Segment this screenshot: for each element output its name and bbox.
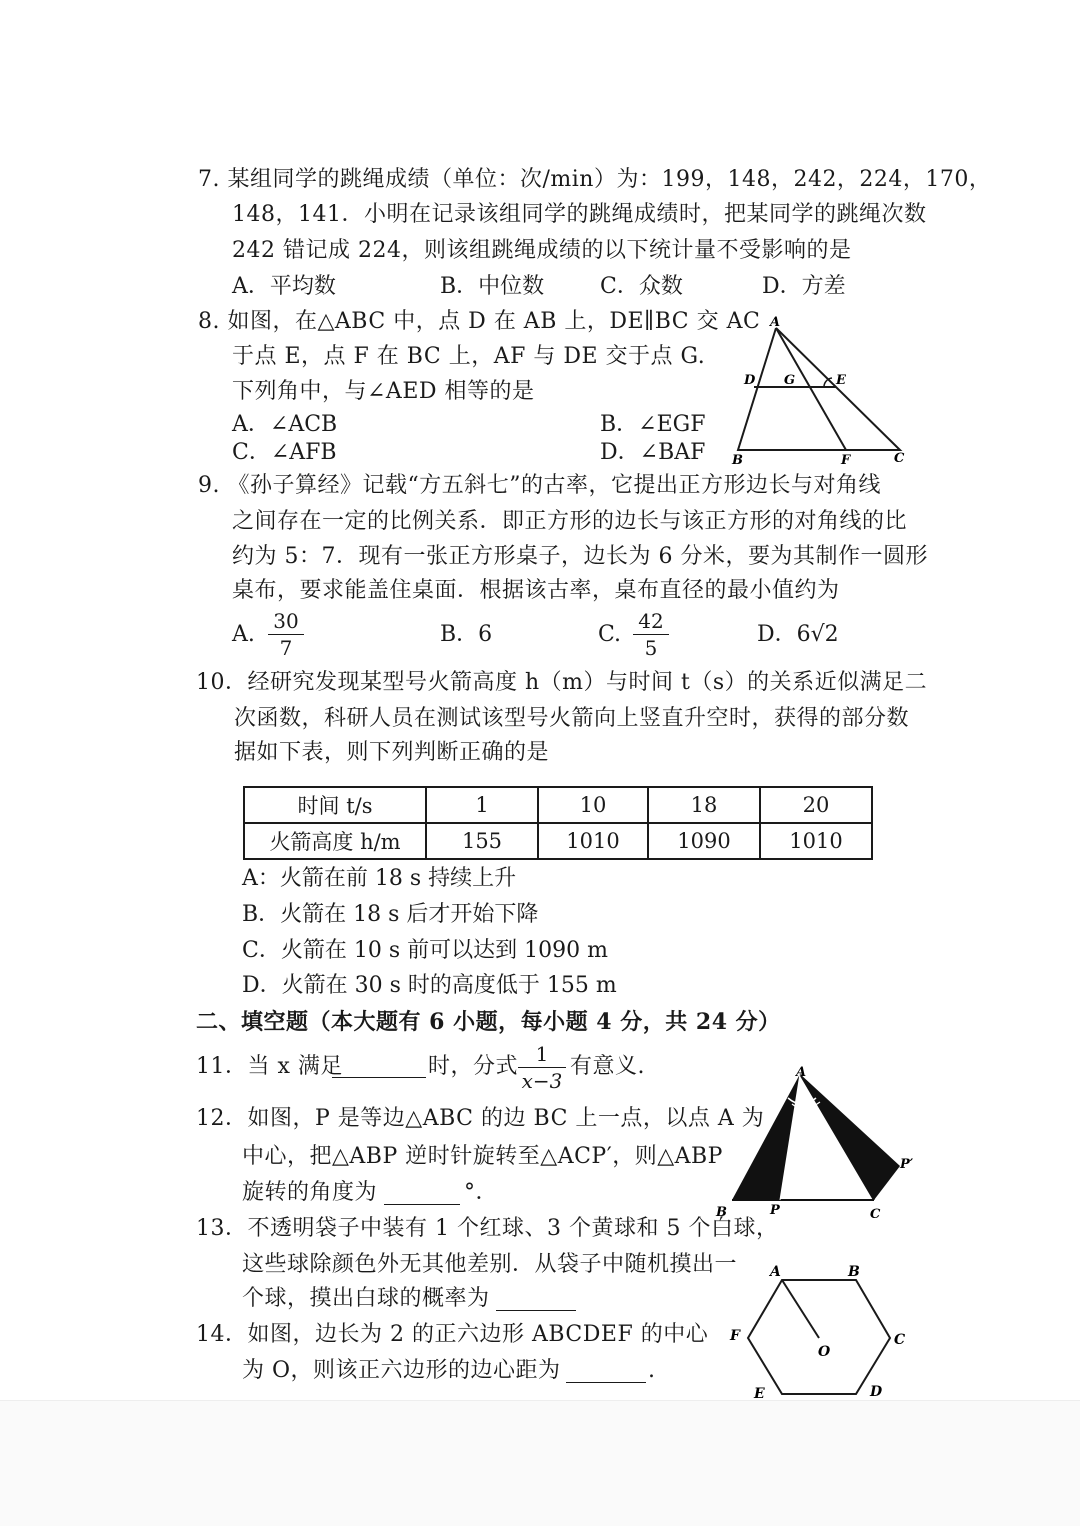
q10-option-d: D．火箭在 30 s 时的高度低于 155 m xyxy=(242,973,617,998)
q8-label-e: E xyxy=(836,373,846,388)
q8-label-b: B xyxy=(732,453,743,468)
q7-line3: 242 错记成 224，则该组跳绳成绩的以下统计量不受影响的是 xyxy=(232,238,852,263)
q11-fraction xyxy=(518,1041,566,1094)
q10-option-c: C．火箭在 10 s 前可以达到 1090 m xyxy=(242,938,608,963)
q11-denominator: x−3 xyxy=(521,1069,563,1093)
table-row xyxy=(244,787,872,823)
q14-answer-blank xyxy=(566,1358,646,1383)
q12-label-p-prime: P′ xyxy=(900,1157,914,1172)
q14-label-b: B xyxy=(848,1264,860,1280)
table-cell: 20 xyxy=(760,787,872,823)
q12-line1: 12．如图，P 是等边△ABC 的边 BC 上一点，以点 A 为 xyxy=(196,1106,765,1131)
q14-label-a: A xyxy=(770,1264,781,1280)
q8-line1: 8. 如图，在△ABC 中，点 D 在 AB 上，DE∥BC 交 AC xyxy=(198,309,761,334)
q7-option-a: A．平均数 xyxy=(232,274,336,299)
q14-label-e: E xyxy=(754,1386,765,1400)
table-cell: 1010 xyxy=(760,823,872,859)
q10-line1: 10．经研究发现某型号火箭高度 h（m）与时间 t（s）的关系近似满足二 xyxy=(196,670,928,695)
q13-line2: 这些球除颜色外无其他差别．从袋子中随机摸出一 xyxy=(242,1252,738,1277)
q12-label-p: P xyxy=(770,1203,780,1218)
q9-line4: 桌布，要求能盖住桌面．根据该古率，桌布直径的最小值约为 xyxy=(232,578,840,603)
q14-line2b: . xyxy=(648,1358,656,1383)
q14-line1: 14．如图，边长为 2 的正六边形 ABCDEF 的中心 xyxy=(196,1322,709,1347)
q8-label-a: A xyxy=(770,315,781,330)
q10-data-table xyxy=(243,786,873,860)
q7-line1: 7. 某组同学的跳绳成绩（单位：次/min）为：199，148，242，224，170， xyxy=(198,167,992,192)
q8-option-d: D．∠BAF xyxy=(600,440,706,465)
table-cell: 1010 xyxy=(538,823,648,859)
q10-option-b: B．火箭在 18 s 后才开始下降 xyxy=(242,902,539,927)
q9-option-c-fraction xyxy=(633,608,669,661)
q11-middle: 时，分式 xyxy=(428,1054,519,1079)
q9-line1: 9. 《孙子算经》记载“方五斜七”的古率，它提出正方形边长与对角线 xyxy=(198,473,881,498)
q11-suffix: 有意义. xyxy=(570,1054,645,1079)
q8-label-f: F xyxy=(841,453,851,468)
q11-prefix: 11．当 x 满足 xyxy=(196,1054,343,1079)
table-cell: 火箭高度 h/m xyxy=(244,823,426,859)
table-cell: 1090 xyxy=(648,823,760,859)
q7-option-d: D．方差 xyxy=(762,274,846,299)
q8-label-c: C xyxy=(894,451,905,466)
q12-line3a: 旋转的角度为 xyxy=(242,1180,378,1205)
q9-option-a-fraction xyxy=(268,608,304,661)
q9-line3: 约为 5：7．现有一张正方形桌子，边长为 6 分米，要为其制作一圆形 xyxy=(232,544,928,569)
q7-line2: 148，141．小明在记录该组同学的跳绳成绩时，把某同学的跳绳次数 xyxy=(232,202,927,227)
q13-line3: 个球，摸出白球的概率为 xyxy=(242,1286,490,1311)
q9-option-b: B．6 xyxy=(440,622,493,647)
q9-option-d: D．6√2 xyxy=(757,622,839,647)
page-bottom-margin xyxy=(0,1400,1080,1526)
q12-rotation-figure xyxy=(712,1064,924,1222)
section-2-heading: 二、填空题（本大题有 6 小题，每小题 4 分，共 24 分） xyxy=(196,1009,781,1035)
q10-line3: 据如下表，则下列判断正确的是 xyxy=(234,740,550,765)
q9-a-denominator: 7 xyxy=(279,636,293,660)
table-cell: 时间 t/s xyxy=(244,787,426,823)
q9-c-denominator: 5 xyxy=(644,636,658,660)
q12-label-c: C xyxy=(870,1207,881,1222)
q8-triangle-figure xyxy=(728,312,912,468)
q14-line2a: 为 O，则该正六边形的边心距为 xyxy=(242,1358,561,1383)
q8-line3: 下列角中，与∠AED 相等的是 xyxy=(232,379,535,404)
q8-label-g: G xyxy=(784,373,796,388)
q14-label-f: F xyxy=(730,1328,740,1344)
q8-option-a: A．∠ACB xyxy=(232,412,338,437)
q9-c-numerator: 42 xyxy=(633,608,669,635)
table-row xyxy=(244,823,872,859)
q12-label-a: A xyxy=(796,1065,807,1080)
q8-label-d: D xyxy=(744,373,756,388)
table-cell: 1 xyxy=(426,787,538,823)
q9-option-c-label: C. xyxy=(598,622,622,647)
q9-option-a-label: A. xyxy=(232,622,255,647)
q7-option-c: C．众数 xyxy=(600,274,683,299)
q13-answer-blank xyxy=(496,1286,576,1311)
q12-label-b: B xyxy=(716,1205,727,1220)
q8-option-c: C．∠AFB xyxy=(232,440,337,465)
q14-hexagon-figure xyxy=(724,1262,914,1400)
q9-a-numerator: 30 xyxy=(268,608,304,635)
q12-line3b: °． xyxy=(464,1180,499,1205)
table-cell: 18 xyxy=(648,787,760,823)
q10-option-a: A：火箭在前 18 s 持续上升 xyxy=(242,866,517,891)
q14-label-o: O xyxy=(818,1344,831,1360)
q12-answer-blank xyxy=(384,1180,460,1205)
q12-line2: 中心，把△ABP 逆时针旋转至△ACP′，则△ABP xyxy=(242,1144,723,1169)
q10-line2: 次函数，科研人员在测试该型号火箭向上竖直升空时，获得的部分数 xyxy=(234,706,910,731)
q7-option-b: B．中位数 xyxy=(440,274,545,299)
q8-line2: 于点 E，点 F 在 BC 上，AF 与 DE 交于点 G. xyxy=(232,344,706,369)
q14-label-d: D xyxy=(870,1384,883,1400)
q11-numerator: 1 xyxy=(518,1041,566,1068)
table-cell: 10 xyxy=(538,787,648,823)
q11-answer-blank xyxy=(332,1053,426,1078)
table-cell: 155 xyxy=(426,823,538,859)
q13-line1: 13．不透明袋子中装有 1 个红球、3 个黄球和 5 个白球， xyxy=(196,1216,779,1241)
q9-line2: 之间存在一定的比例关系．即正方形的边长与该正方形的对角线的比 xyxy=(232,509,908,534)
q8-option-b: B．∠EGF xyxy=(600,412,706,437)
q14-label-c: C xyxy=(894,1332,906,1348)
